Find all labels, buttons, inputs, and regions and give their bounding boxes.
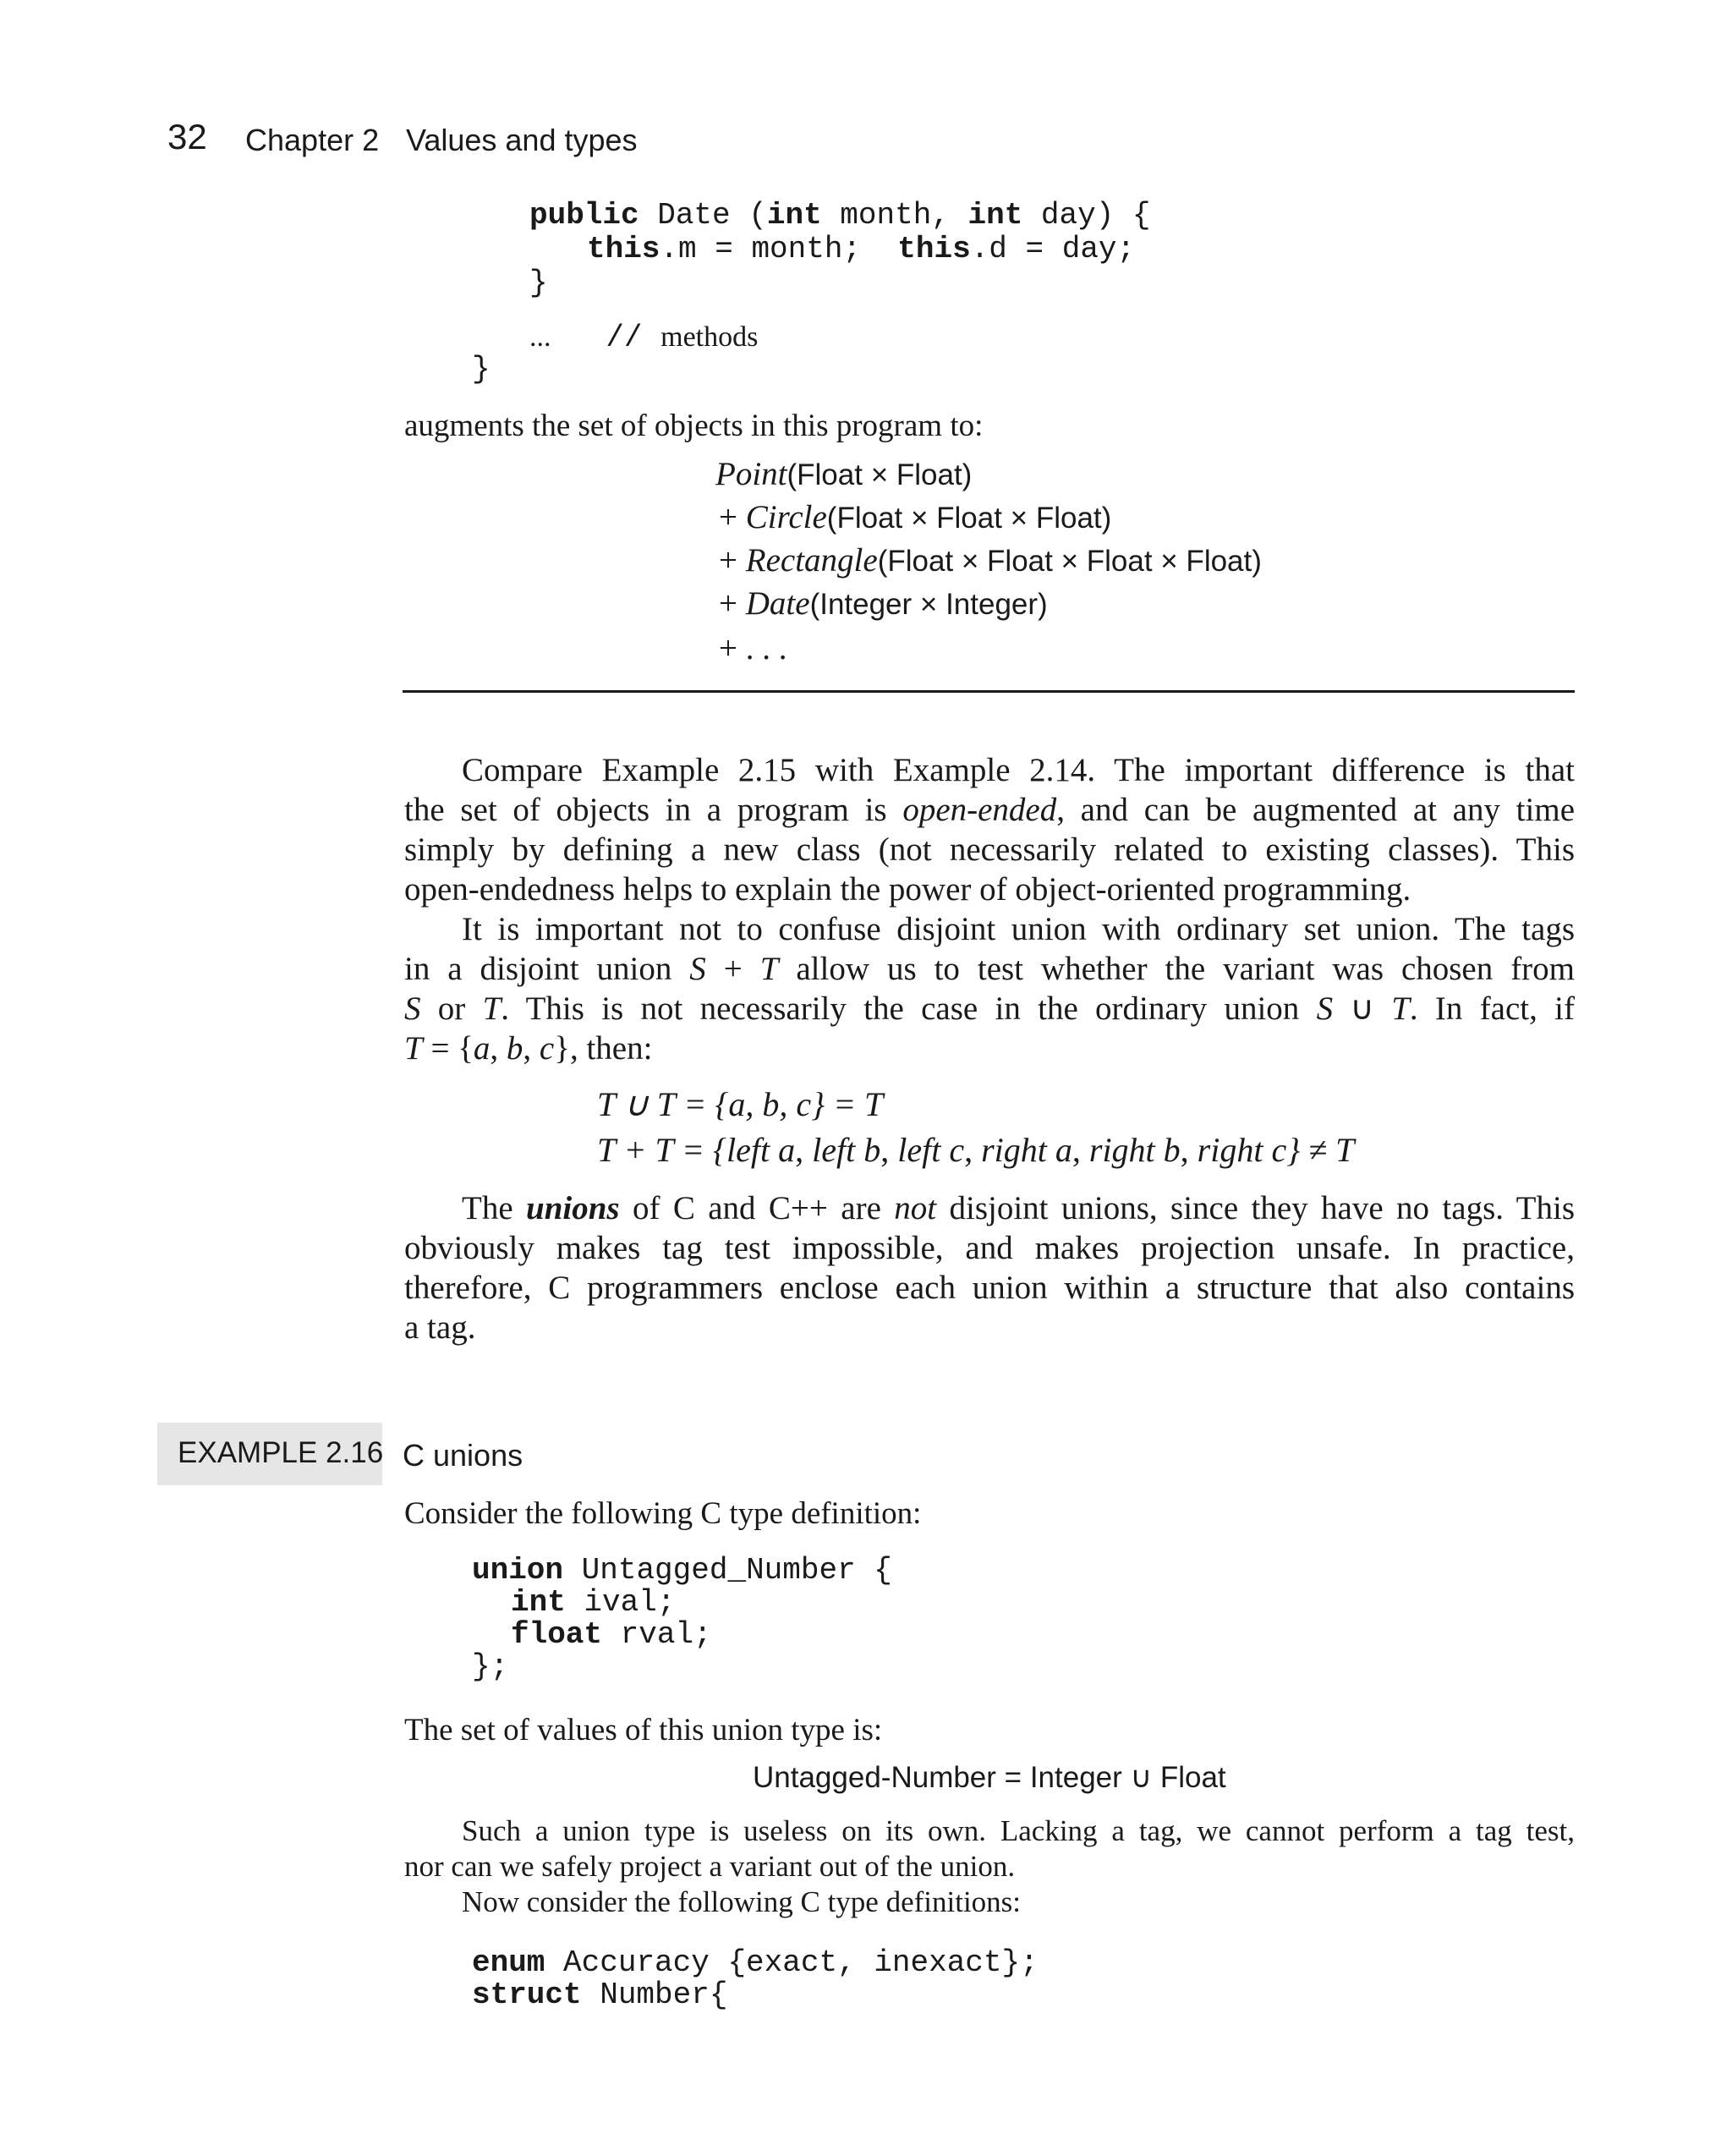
example-label: EXAMPLE 2.16 — [178, 1436, 384, 1469]
para2-line2: in a disjoint union S + T allow us to test whether the variant was chosen from — [404, 951, 1576, 987]
para2-line3: S or T. This is not necessarily the case in the ordinary union S ∪ T. In fact, if — [404, 990, 1575, 1027]
code1-line5: } — [472, 352, 491, 387]
code1-line1: public Date (int month, int day) { — [529, 198, 1151, 233]
section-title: Values and types — [406, 123, 638, 157]
code2-line1: union Untagged_Number { — [472, 1553, 892, 1588]
type-circle: + Circle(Float × Float × Float) — [719, 499, 1112, 535]
para4-line2: nor can we safely project a variant out of the union. — [404, 1850, 1016, 1883]
example-intro: Consider the following C type definition: — [404, 1496, 922, 1531]
code2-line3: float rval; — [511, 1617, 712, 1652]
para3-line1: The unions of C and C++ are not disjoint unions, since they have no tags. This — [462, 1190, 1576, 1226]
page-number: 32 — [167, 117, 207, 156]
para3-line4: a tag. — [404, 1309, 476, 1346]
code1-line3: } — [529, 266, 548, 300]
code2-line4: }; — [472, 1649, 509, 1684]
para3-line2: obviously makes tag test impossible, and makes projection unsafe. In practice, — [404, 1230, 1575, 1266]
type-date: + Date(Integer × Integer) — [719, 585, 1048, 622]
para4-line1: Such a union type is useless on its own. Lacking a tag, we cannot perform a tag test, — [462, 1814, 1575, 1847]
code1-line4: ... // methods — [529, 321, 759, 355]
para2-line4: T = {a, b, c}, then: — [404, 1030, 653, 1067]
equation-disjoint: T + T = {left a, left b, left c, right a, right b, right c} ≠ T — [597, 1131, 1355, 1169]
type-more: + . . . — [719, 630, 787, 667]
para2-line1: It is important not to confuse disjoint union with ordinary set union. The tags — [462, 911, 1575, 947]
code1-line2: this.m = month; this.d = day; — [587, 232, 1136, 266]
type-rectangle: + Rectangle(Float × Float × Float × Float) — [719, 542, 1262, 579]
code3-line2: struct Number{ — [472, 1978, 728, 2012]
para1-line2: the set of objects in a program is open-ended, and can be augmented at any time — [404, 792, 1575, 828]
para3-line3: therefore, C programmers enclose each union within a structure that also contains — [404, 1270, 1575, 1306]
set-intro: The set of values of this union type is: — [404, 1713, 883, 1747]
set-equation: Untagged-Number = Integer ∪ Float — [753, 1761, 1226, 1794]
para1-line1: Compare Example 2.15 with Example 2.14. The important difference is that — [462, 752, 1575, 788]
para1-line3: simply by defining a new class (not necessarily related to existing classes). This — [404, 831, 1575, 868]
intro-text: augments the set of objects in this program to: — [404, 409, 984, 443]
code3-line1: enum Accuracy {exact, inexact}; — [472, 1945, 1039, 1980]
code2-line2: int ival; — [511, 1585, 676, 1620]
para1-line4: open-endedness helps to explain the power of object-oriented programming. — [404, 871, 1411, 908]
para4-line3: Now consider the following C type definitions: — [462, 1885, 1022, 1918]
type-point: Point(Float × Float) — [715, 456, 973, 492]
equation-union: T ∪ T = {a, b, c} = T — [597, 1085, 884, 1123]
chapter-label: Chapter 2 — [245, 123, 380, 157]
example-end-rule — [403, 690, 1575, 693]
example-title: C unions — [403, 1438, 523, 1473]
